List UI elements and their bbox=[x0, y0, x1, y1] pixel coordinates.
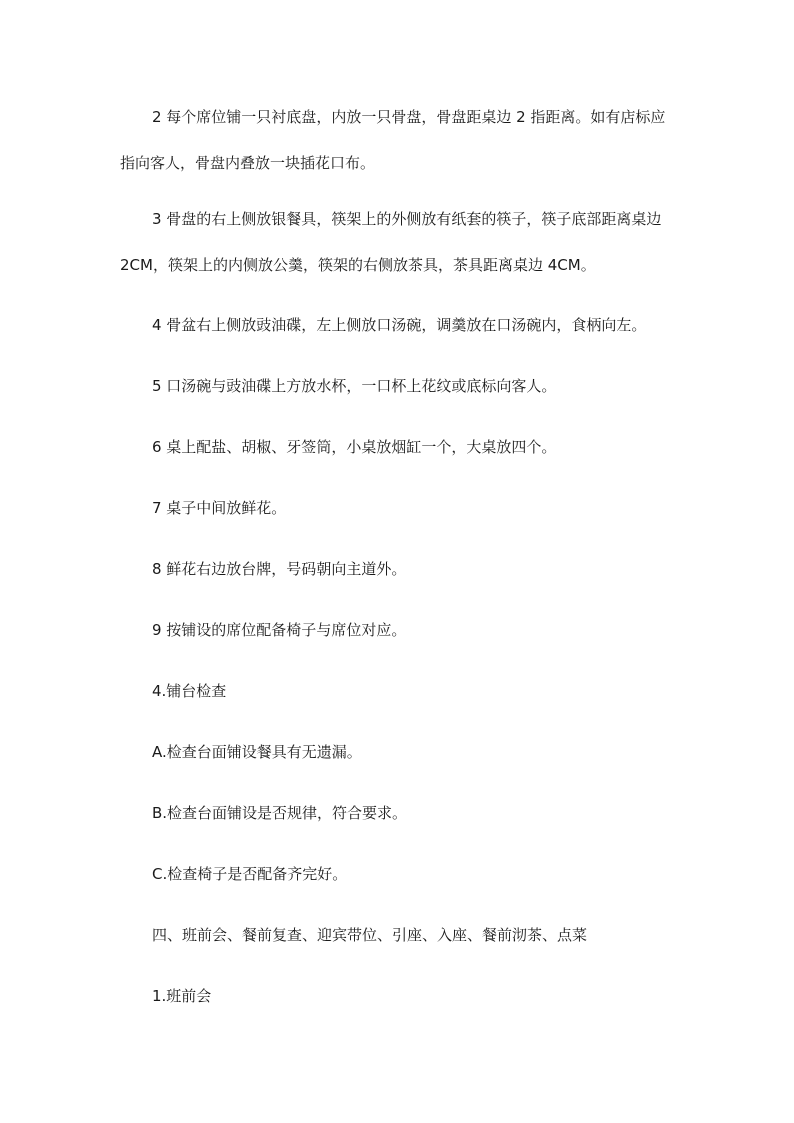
paragraph-condiments: 6 桌上配盐、胡椒、牙签筒，小桌放烟缸一个，大桌放四个。 bbox=[152, 438, 557, 456]
paragraph-flowers: 7 桌子中间放鲜花。 bbox=[152, 499, 287, 517]
paragraph-sauce-dish: 4 骨盆右上侧放豉油碟，左上侧放口汤碗，调羹放在口汤碗内，食柄向左。 bbox=[152, 316, 647, 334]
paragraph-water-glass: 5 口汤碗与豉油碟上方放水杯，一口杯上花纹或底标向客人。 bbox=[152, 377, 557, 395]
paragraph-chairs: 9 按铺设的席位配备椅子与席位对应。 bbox=[152, 621, 407, 639]
heading-table-check: 4.铺台检查 bbox=[152, 682, 227, 700]
paragraph-table-number: 8 鲜花右边放台牌，号码朝向主道外。 bbox=[152, 560, 407, 578]
list-item-check-a: A.检查台面铺设餐具有无遗漏。 bbox=[152, 743, 362, 761]
paragraph-text: 2 每个席位铺一只衬底盘，内放一只骨盘，骨盘距桌边 2 指距离。如有店标应指向客人，骨盘内叠放一块插花口布。 bbox=[120, 108, 666, 172]
heading-pre-shift-meeting: 1.班前会 bbox=[152, 987, 212, 1005]
paragraph-bone-plate-cutlery bbox=[120, 196, 680, 288]
list-item-check-c: C.检查椅子是否配备齐完好。 bbox=[152, 865, 348, 883]
paragraph-seat-setting bbox=[120, 94, 680, 186]
list-item-check-b: B.检查台面铺设是否规律，符合要求。 bbox=[152, 804, 408, 822]
paragraph-text: 3 骨盘的右上侧放银餐具，筷架上的外侧放有纸套的筷子，筷子底部距离桌边 2CM，筷架上的内侧放公羹，筷架的右侧放茶具，茶具距离桌边 4CM。 bbox=[120, 210, 662, 274]
section-heading-four: 四、班前会、餐前复查、迎宾带位、引座、入座、餐前沏茶、点菜 bbox=[152, 926, 588, 944]
